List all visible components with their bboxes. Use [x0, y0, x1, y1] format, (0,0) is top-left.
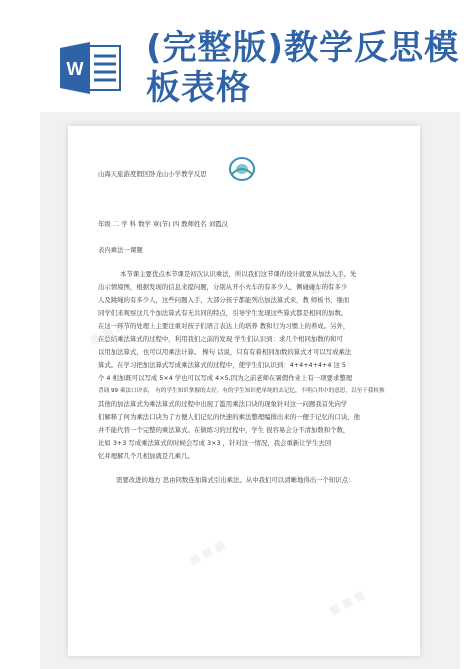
body-line: 在这一环节的处理上主要注重对孩子们语言表达上的培养 教和行为习惯上的养成。另外，	[98, 322, 350, 330]
document-page	[68, 126, 420, 656]
body-line: 并不能代替一个完整的乘法算式。在做练习的过程中，学生 很容易会分不清加数和个数，	[98, 426, 350, 434]
body-line: 个 4 相加既可以写成 5×4 学也可以写成 4×5,因为之前老师在暑假作业上有一项要求整理	[98, 374, 353, 382]
document-title: (完整版)教学反思模板表格	[146, 28, 460, 108]
watermark: ▦ ▦ ▦	[87, 317, 128, 348]
watermark: ▦ ▦ ▦	[327, 587, 368, 618]
school-logo-icon	[228, 156, 256, 182]
watermark: ▦ ▦ ▦	[187, 537, 228, 568]
lesson-topic: 表内乘法一课题	[98, 246, 143, 254]
body-line: 背诵 99 乘法口诀表， 有的学生知识掌握的太好，有的学生知识把单纯的去记忆，不明白其中的意思，以至于我转换	[98, 388, 385, 394]
watermark: ▦ ▦ ▦	[307, 267, 348, 298]
body-line: 算式。在学习把加法算式写成乘法算式的过程中，使学生们认识到：4+4+4+4+4 这 5	[98, 361, 346, 369]
school-name: 山海天旅游度假区卧龙山小学教学反思	[98, 170, 207, 178]
body-line: 忆并理解几个几相加就是几乘几。	[98, 452, 194, 460]
body-line: 以用加法算式，也可以用乘法计算。 操句 话说，只有有着相同加数的算式才可以写成乘法	[98, 348, 352, 356]
header-banner	[0, 0, 474, 108]
word-document-icon	[60, 42, 122, 94]
body-line: 其他的加法算式为乘法算式的过程中出现了滥用乘法口诀的现象针对这一问题我首先向学	[98, 400, 348, 408]
body-line: 出示情境图，根据发现的信息来提问题，分别从开小火车的有多少人，侧碰碰车的有多少	[98, 283, 348, 291]
body-line: 比如 3+3 写成乘法算式的时候会写成 3×3 ，针对这一情况，我会重新让学生去回	[98, 439, 332, 447]
body-line: 本节课主要优点本节课是初次认识乘法，所以我们这节课的设计就要从加法入手。先	[120, 270, 357, 278]
body-line: 在总结乘法算式的过程中，利用我们之前的发现 学生们认识到：求几个相同加数的和可	[98, 335, 343, 343]
body-line: 同学们来观察这几个加法算式有无共同的特点，引导学生发现这些算式都是相同的加数。	[98, 309, 348, 317]
body-line: 人及跳绳的有多少人，这些问题入手，大部分孩子都能列出加法算式来，教 师板书，继而	[98, 296, 350, 304]
class-info: 年级 二 学 科 数学 章(节) 四 教师姓名 刘霞汉	[98, 220, 228, 228]
body-line: 们解释了何为乘法口诀为了方便人们记忆的快速的乘法整理编排出来的一便于记忆的口诀，他	[98, 413, 361, 421]
improvement-line: 需要改进的地方 思由同数连加算式引出乘法。从中我们可以清晰地得出一个知识点：	[116, 476, 355, 484]
svg-text:W: W	[66, 59, 84, 79]
